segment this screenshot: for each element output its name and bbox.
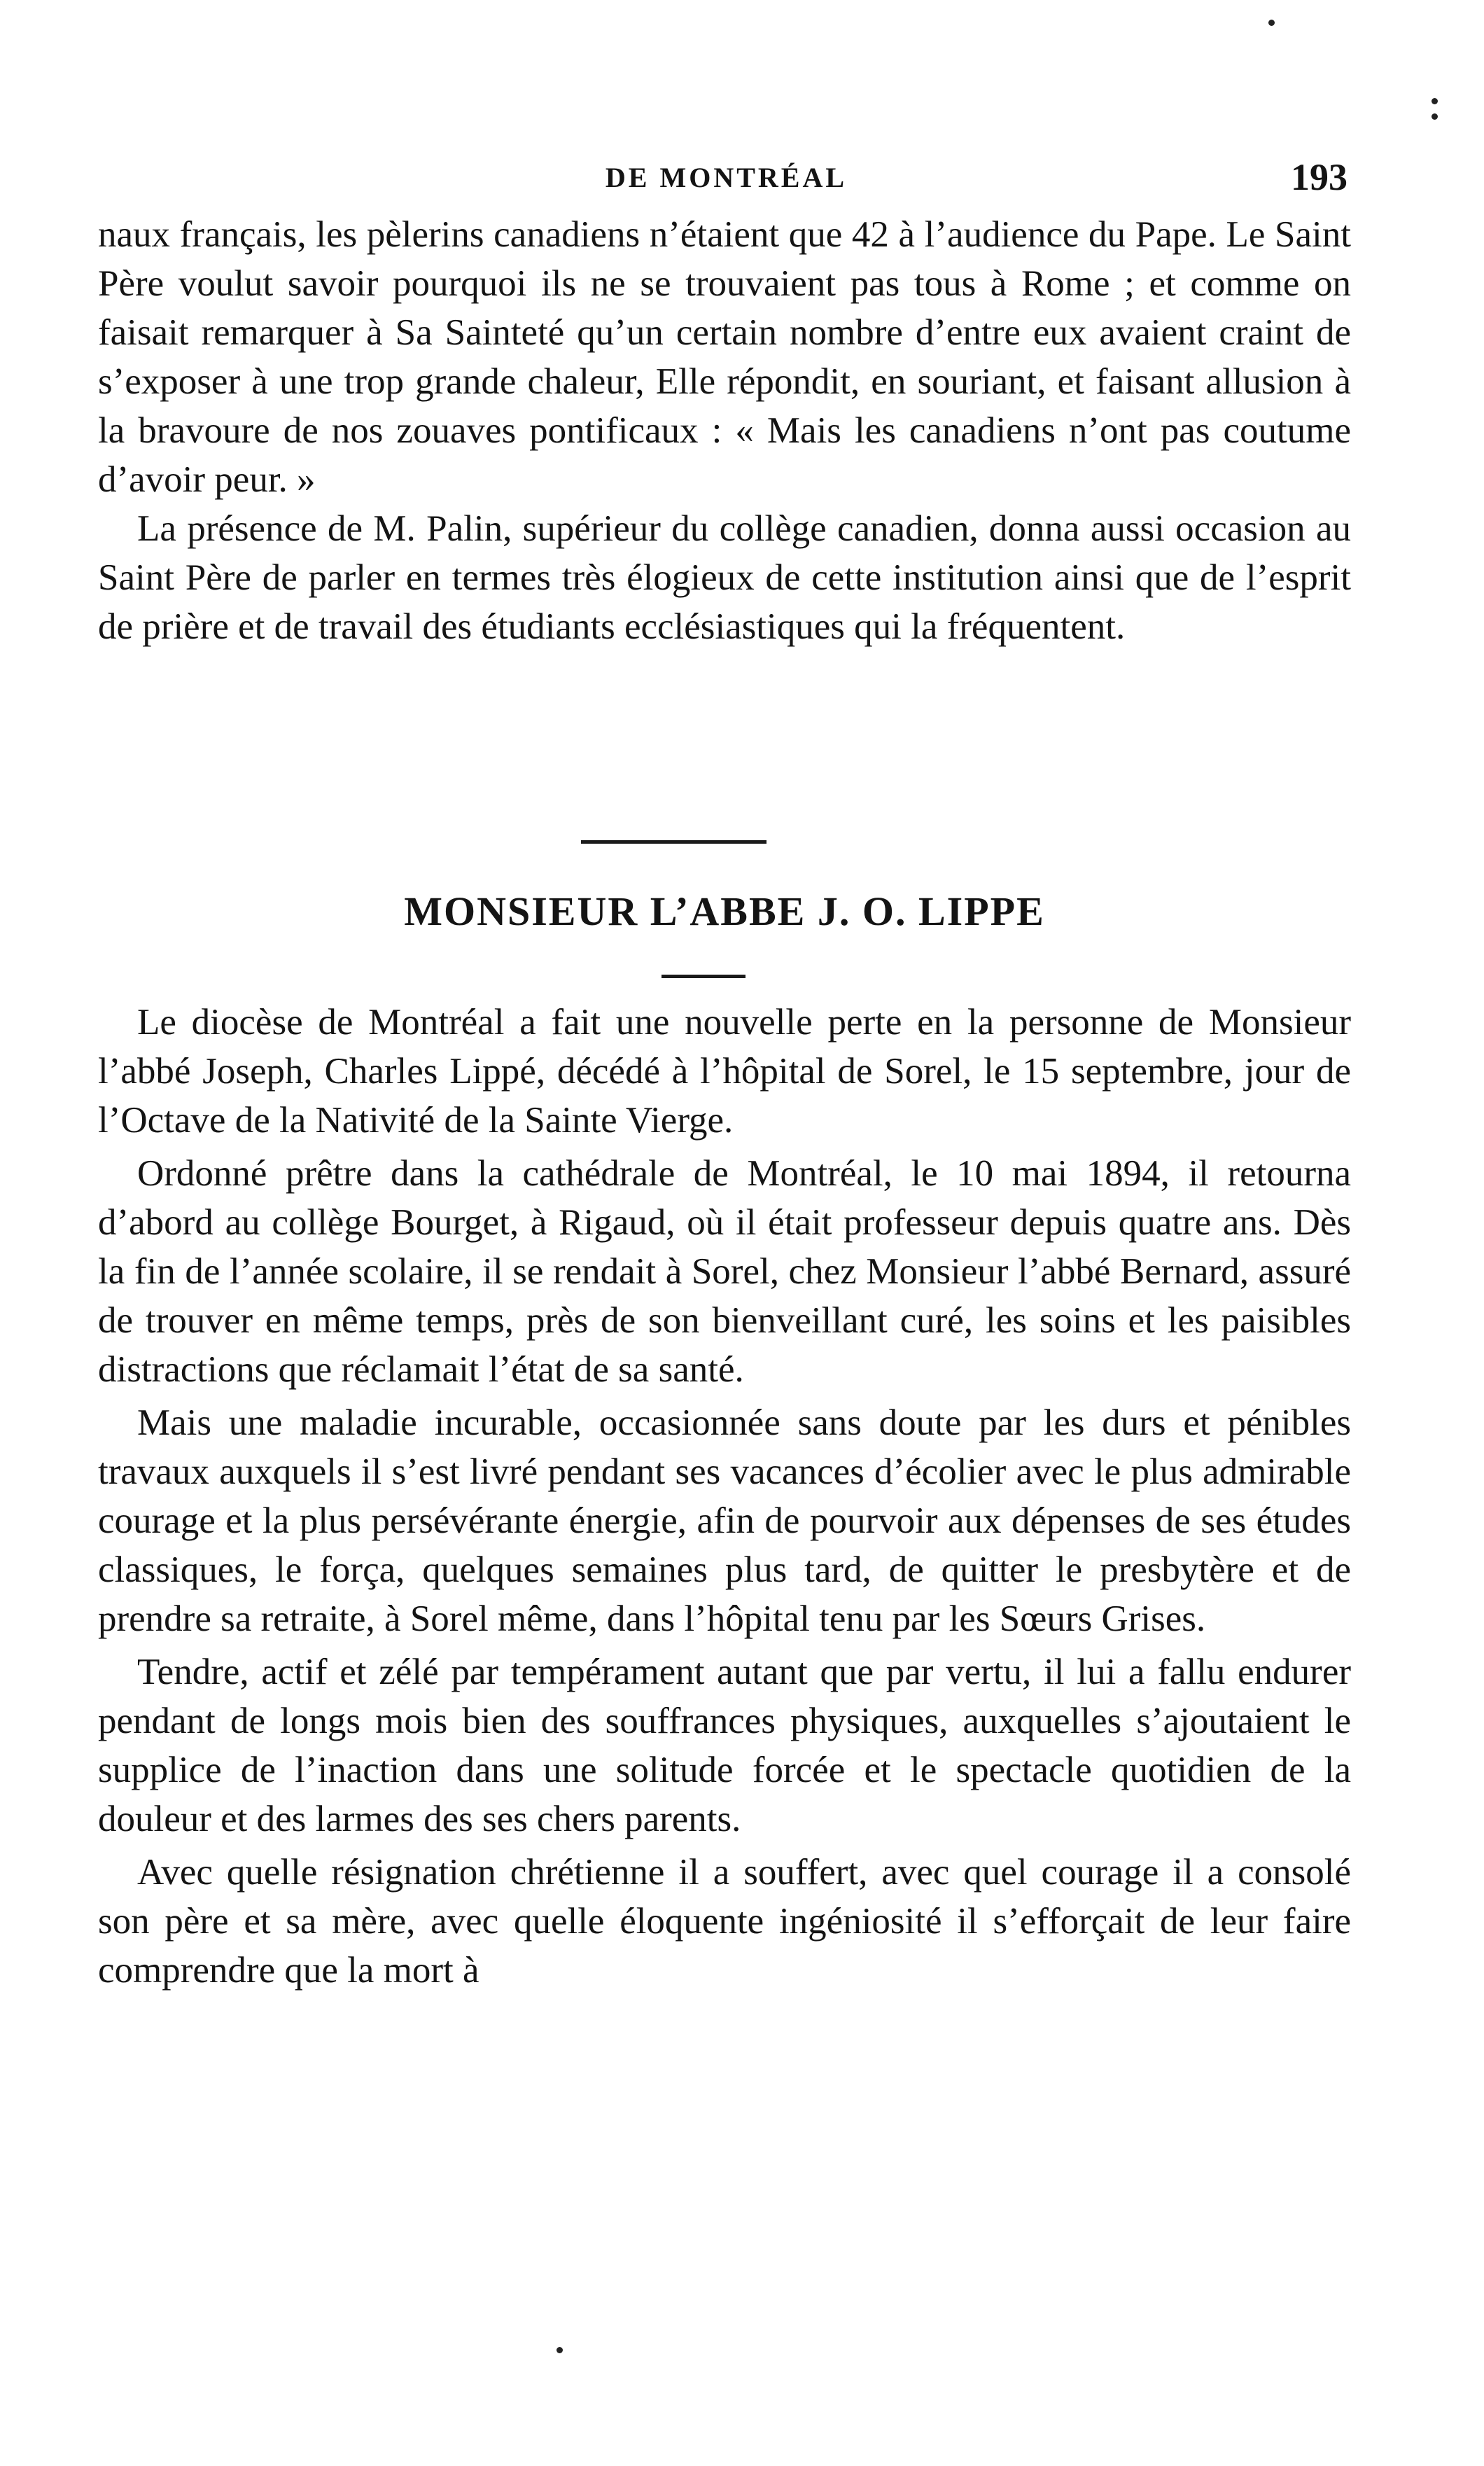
heading-underline-rule <box>662 975 746 978</box>
running-title: DE MONTRÉAL <box>605 162 848 193</box>
paragraph: Tendre, actif et zélé par tempérament autant que par vertu, il lui a fallu endurer pendant de longs mois bien des souffrances physiques, auxquelles s’ajoutaient le supplice de l’inaction dans une solitude forcée et le spectacle quotidien de la douleur et des larmes des ses chers parents. <box>98 1652 1351 1839</box>
running-head <box>105 155 1348 204</box>
paragraph: Ordonné prêtre dans la cathédrale de Montréal, le 10 mai 1894, il retourna d’abord au collège Bourget, à Rigaud, où il était professeur depuis quatre ans. Dès la fin de l’année scolaire, il se rendait à Sorel, chez Monsieur l’abbé Bernard, assuré de trouver en même temps, près de son bienveillant curé, les soins et les paisibles distractions que réclamait l’état de sa santé. <box>98 1153 1351 1390</box>
print-speck <box>1268 20 1275 26</box>
paragraph: La présence de M. Palin, supérieur du collège canadien, donna aussi occasion au Saint Père de parler en termes très élogieux de cette institution ainsi que de l’esprit de prière et de travail des étudiants ecclésiastiques qui la fréquentent. <box>98 508 1351 647</box>
top-section-text <box>98 210 1351 651</box>
paragraph: Mais une maladie incurable, occasionnée sans doute par les durs et pénibles travaux auxquels il s’est livré pendant ses vacances d’écolier avec le plus admirable courage et la plus persévérante énergie, afin de pourvoir aux dépenses de ses études classiques, le força, quelques semaines plus tard, de quitter le presbytère et de prendre sa retraite, à Sorel même, dans l’hôpital tenu par les Sœurs Grises. <box>98 1402 1351 1639</box>
paragraph: Avec quelle résignation chrétienne il a souffert, avec quel courage il a consolé son père et sa mère, avec quelle éloquente ingéniosité il s’efforçait de leur faire comprendre que la mort à <box>98 1852 1351 1991</box>
print-speck <box>1432 113 1438 120</box>
print-speck <box>556 2347 563 2353</box>
print-speck <box>1432 98 1438 104</box>
paragraph: Le diocèse de Montréal a fait une nouvelle perte en la personne de Monsieur l’abbé Joseph, Charles Lippé, décédé à l’hôpital de Sorel, le 15 septembre, jour de l’Octave de la Nativité de la Sainte Vierge. <box>98 1002 1351 1141</box>
section-divider-rule <box>581 840 766 844</box>
paragraph-continued: naux français, les pèlerins canadiens n’étaient que 42 à l’audience du Pape. Le Saint Père voulut savoir pourquoi ils ne se trouvaient pas tous à Rome ; et comme on faisait remarquer à Sa Sainteté qu’un certain nombre d’entre eux avaient craint de s’exposer à une trop grande chaleur, Elle répondit, en souriant, et faisant allusion à la bravoure de nos zouaves pontificaux : « Mais les canadiens n’ont pas coutume d’avoir peur. » <box>98 214 1351 500</box>
bottom-section-text <box>98 998 1351 1995</box>
section-heading: MONSIEUR L’ABBE J. O. LIPPE <box>404 889 1045 934</box>
page-number: 193 <box>1291 156 1348 198</box>
